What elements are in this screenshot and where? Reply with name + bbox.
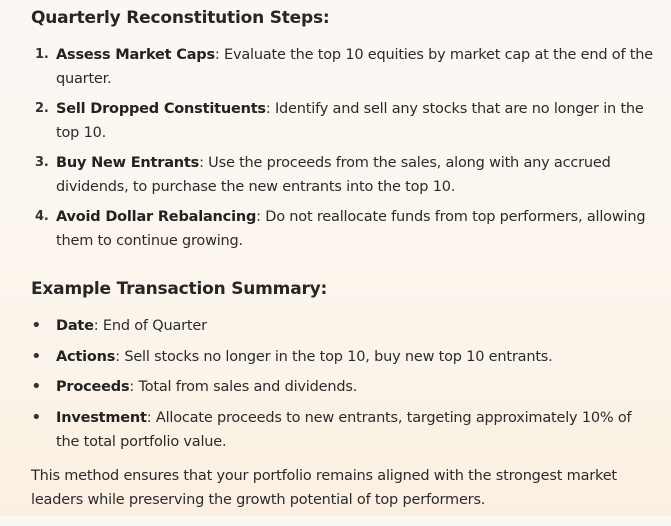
closing-paragraph: This method ensures that your portfolio remains aligned with the strongest market leaders while preserving the growth potential of top performers. [31,467,617,508]
step-item [31,151,657,199]
step-item [31,97,657,145]
step-number: 2. [35,101,49,116]
summary-title: Investment [56,409,147,426]
step-title: Assess Market Caps [56,47,215,63]
step-text: : Do not reallocate funds from top performers, allowing them to continue growing. [56,209,646,249]
step-number: 1. [35,47,49,62]
step-item [31,205,657,253]
summary-text: : Allocate proceeds to new entrants, targeting approximately 10% of the total portfolio value. [56,409,632,450]
summary-title: Actions [56,348,116,365]
summary-item [31,345,657,369]
summary-text: : Sell stocks no longer in the top 10, buy new top 10 entrants. [115,348,553,365]
summary-title: Date [56,318,94,334]
step-number: 3. [35,155,49,170]
step-item [31,43,657,91]
summary-item [31,314,657,338]
summary-item [31,406,657,454]
content-area [31,6,657,526]
summary-item [31,375,657,399]
summary-list [31,314,657,454]
step-text: : Use the proceeds from the sales, along with any accrued dividends, to purchase the new entrants into the top 10. [56,155,611,195]
bullet-icon: • [31,376,42,397]
step-text: : Evaluate the top 10 equities by market cap at the end of the quarter. [56,47,653,87]
step-title: Buy New Entrants [56,155,200,171]
summary-text: : Total from sales and dividends. [129,379,358,395]
step-number: 4. [35,209,49,224]
step-title: Avoid Dollar Rebalancing [56,209,257,225]
steps-list [31,43,657,253]
step-text: : Identify and sell any stocks that are no longer in the top 10. [56,101,644,141]
bullet-icon: • [31,406,42,428]
summary-text: : End of Quarter [93,318,207,334]
step-title: Sell Dropped Constituents [56,101,266,117]
section-heading-steps: Quarterly Reconstitution Steps: [31,8,330,28]
section-heading-summary: Example Transaction Summary: [31,279,328,299]
summary-title: Proceeds [56,379,130,395]
bullet-icon: • [31,345,42,367]
bullet-icon: • [31,315,42,336]
